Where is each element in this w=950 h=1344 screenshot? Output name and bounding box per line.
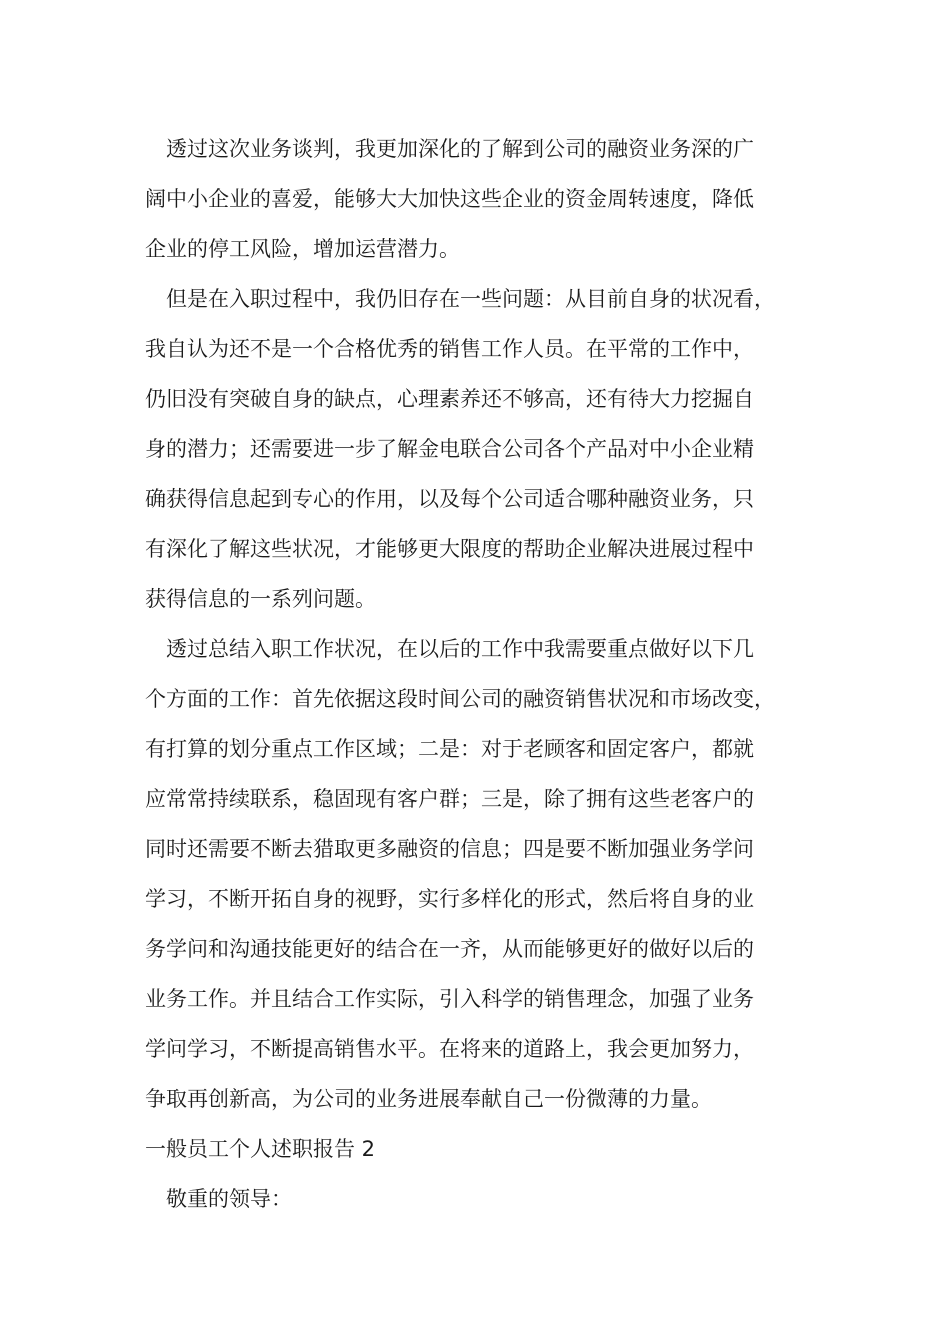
paragraph-line: 仍旧没有突破自身的缺点，心理素养还不够高，还有待大力挖掘自 <box>145 387 754 411</box>
salutation: 敬重的领导： <box>166 1187 292 1211</box>
paragraph-line: 阔中小企业的喜爱，能够大大加快这些企业的资金周转速度，降低 <box>145 187 754 211</box>
paragraph-line: 透过总结入职工作状况，在以后的工作中我需要重点做好以下几 <box>166 637 754 661</box>
paragraph-line: 但是在入职过程中，我仍旧存在一些问题：从目前自身的状况看， <box>166 287 775 311</box>
paragraph-line: 个方面的工作：首先依据这段时间公司的融资销售状况和市场改变， <box>145 687 775 711</box>
paragraph-line: 争取再创新高，为公司的业务进展奉献自己一份微薄的力量。 <box>145 1087 712 1111</box>
paragraph <box>145 274 835 624</box>
paragraph-line: 学习，不断开拓自身的视野，实行多样化的形式，然后将自身的业 <box>145 887 754 911</box>
paragraph-line: 透过这次业务谈判，我更加深化的了解到公司的融资业务深的广 <box>166 137 754 161</box>
paragraph-line: 获得信息的一系列问题。 <box>145 587 376 611</box>
document-body <box>145 124 835 1224</box>
paragraph-line: 业务工作。并且结合工作实际，引入科学的销售理念，加强了业务 <box>145 987 754 1011</box>
paragraph-line: 应常常持续联系，稳固现有客户群；三是，除了拥有这些老客户的 <box>145 787 754 811</box>
paragraph <box>145 124 835 274</box>
section-title: 一般员工个人述职报告 2 <box>145 1137 376 1161</box>
paragraph-line: 务学问和沟通技能更好的结合在一齐，从而能够更好的做好以后的 <box>145 937 754 961</box>
paragraph-line: 同时还需要不断去猎取更多融资的信息；四是要不断加强业务学问 <box>145 837 754 861</box>
paragraph-line: 身的潜力；还需要进一步了解金电联合公司各个产品对中小企业精 <box>145 437 754 461</box>
paragraph-line: 有深化了解这些状况，才能够更大限度的帮助企业解决进展过程中 <box>145 537 754 561</box>
paragraph-line: 学问学习，不断提高销售水平。在将来的道路上，我会更加努力， <box>145 1037 754 1061</box>
paragraph-line: 确获得信息起到专心的作用，以及每个公司适合哪种融资业务，只 <box>145 487 754 511</box>
paragraph <box>145 624 835 1124</box>
paragraph-line: 我自认为还不是一个合格优秀的销售工作人员。在平常的工作中， <box>145 337 754 361</box>
paragraph-line: 有打算的划分重点工作区域；二是：对于老顾客和固定客户，都就 <box>145 737 754 761</box>
paragraph-line: 企业的停工风险，增加运营潜力。 <box>145 237 460 261</box>
